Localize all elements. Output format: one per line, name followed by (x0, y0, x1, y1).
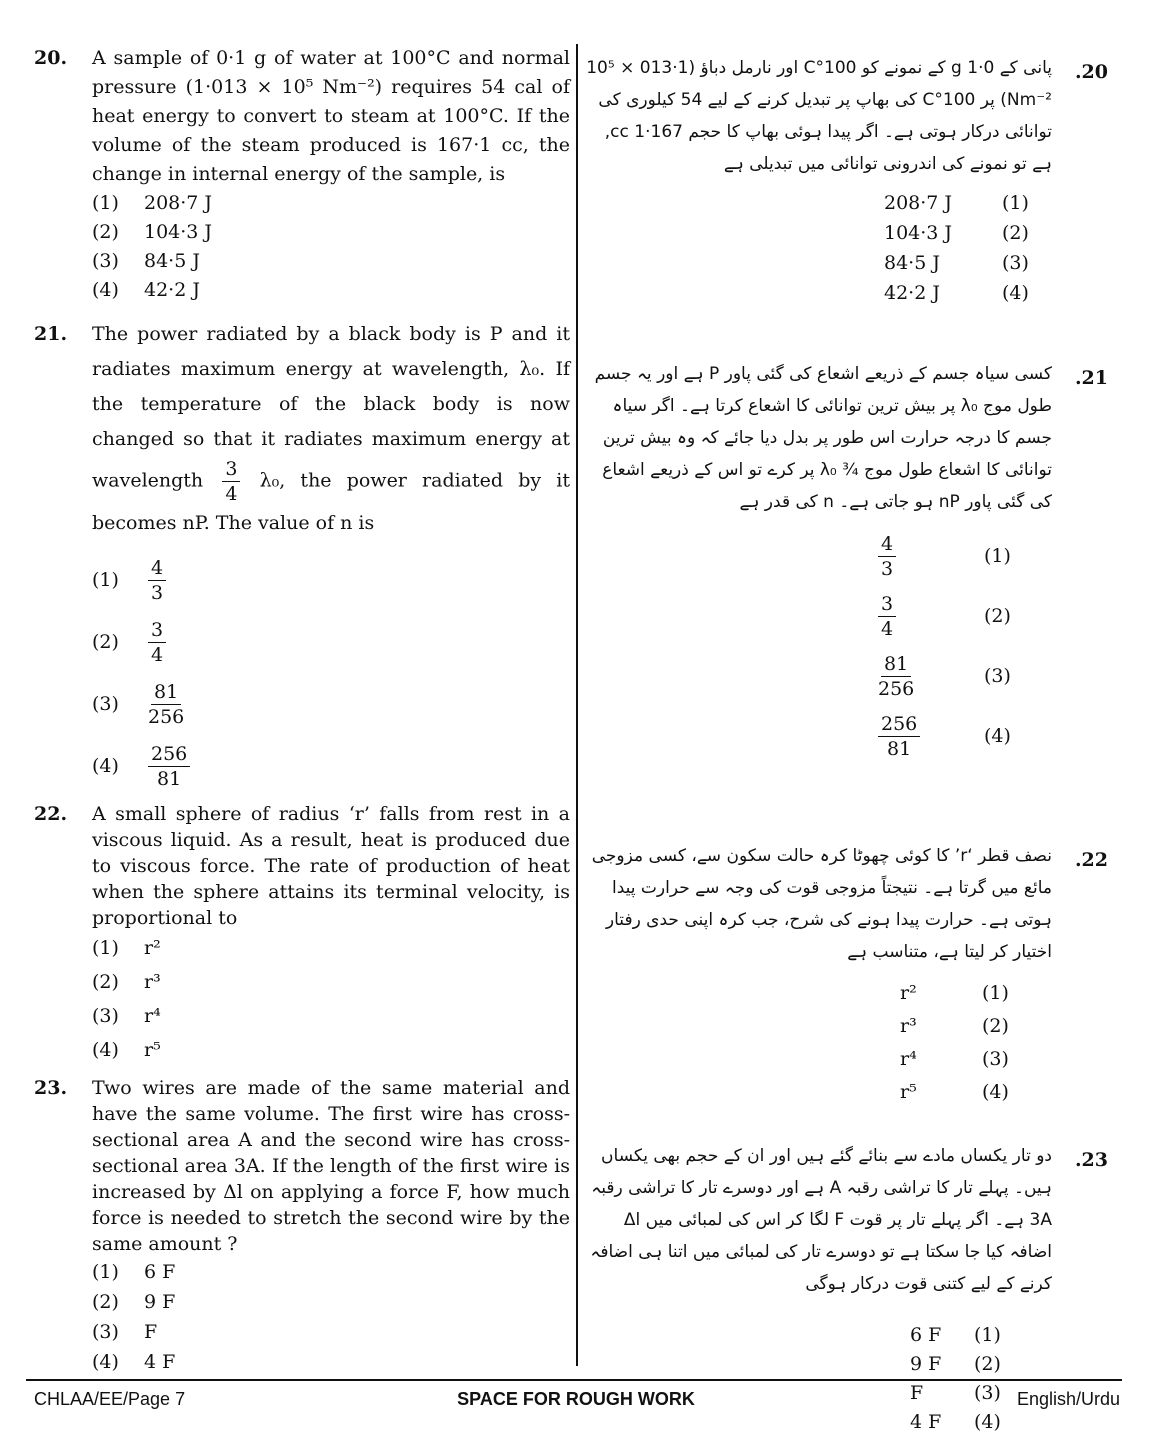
fraction: $\frac{3}{4}$ (222, 457, 240, 506)
option: (3) F (92, 1321, 158, 1343)
option: (3) r⁴ (92, 1005, 161, 1027)
urdu-column (584, 52, 1108, 1436)
question-number: 22. (34, 803, 68, 825)
page-code: CHLAA/EE/Page 7 (34, 1389, 186, 1409)
option: 6 F (1) (910, 1323, 1001, 1346)
option: (2) r³ (92, 971, 161, 993)
question-text: کسی سیاہ جسم کے ذریعے اشعاع کی گئی پاور P ہے اور یہ جسم طول موج λ₀ پر بیش ترین توانائی کا اشعاع کرتا ہے۔ اگر سیاہ جسم کا درجہ حرارت اس طور پر بدل دیا جائے کہ وہ بیش ترین توانائی کا اشعاع طول موج ¾ λ₀ پر کرے تو اس کے ذریعے اشعاع کی گئی پاور nP ہو جاتی ہے۔ n کی قدر ہے (594, 364, 1052, 512)
option: (1) $\frac{4}{3}$ (92, 549, 570, 611)
option: (3) $\frac{81}{256}$ (92, 680, 185, 728)
english-column (34, 44, 570, 1377)
footer-rule (26, 1379, 1122, 1381)
question-text: A small sphere of radius ‘r’ falls from rest in a viscous liquid. As a result, heat is produced due to viscous force. The rate of production of heat when the sphere attains its terminal velocity, is proportional to (92, 803, 570, 929)
option: (4) 4 F (92, 1351, 176, 1373)
option: (4) $\frac{256}{81}$ (92, 735, 570, 797)
rough-work-label: SPACE FOR ROUGH WORK (457, 1389, 695, 1409)
option: (2) 9 F (92, 1291, 176, 1313)
question-number: 23. (34, 1077, 68, 1099)
option: 9 F (2) (910, 1352, 1001, 1375)
option: $\frac{81}{256}$ (3) (878, 652, 1011, 700)
option: (3) 84·5 J (92, 250, 200, 272)
urdu-question-20 (584, 52, 1108, 324)
question-text: The power radiated by a black body is P and it radiates maximum energy at wavelength, λ₀. If the temperature of the black body is now changed so that it radiates maximum energy at wavelength $\frac{3}{4}$ λ₀, the power radiated by it becomes nP. The value of n is (92, 323, 570, 534)
option: (2) 104·3 J (92, 221, 213, 243)
question-20 (34, 44, 570, 305)
question-text: A sample of 0·1 g of water at 100°C and normal pressure (1·013 × 10⁵ Nm⁻²) requires 54 cal of heat energy to convert to steam at 100°C. If the volume of the steam produced is 167·1 cc, the change in internal energy of the sample, is (92, 47, 570, 185)
option: r⁵ (4) (900, 1080, 1009, 1103)
option: r³ (2) (900, 1014, 1009, 1037)
question-text: دو تار یکساں مادے سے بنائے گئے ہیں اور ان کے حجم بھی یکساں ہیں۔ پہلے تار کا تراشی رقبہ A ہے اور دوسرے تار کا تراشی رقبہ 3A ہے۔ اگر پہلے تار پر قوت F لگا کر اس کی لمبائی میں Δl اضافہ کیا جا سکتا ہے تو دوسرے تار کی لمبائی میں اتنا ہی اضافہ کرنے کے لیے کتنی قوت درکار ہوگی (590, 1146, 1052, 1294)
option: $\frac{256}{81}$ (4) (874, 706, 1108, 766)
option: 104·3 J (2) (884, 222, 1029, 244)
option: (4) 42·2 J (92, 279, 200, 301)
question-number: .22 (1074, 849, 1108, 871)
option: 84·5 J (3) (884, 252, 1029, 274)
question-21 (34, 317, 570, 797)
option: r² (1) (900, 981, 1009, 1004)
option: $\frac{4}{3}$ (1) (874, 526, 1108, 586)
language-label: English/Urdu (1016, 1389, 1120, 1409)
option: (1) 6 F (92, 1261, 176, 1283)
question-text: Two wires are made of the same material and have the same volume. The first wire has cross-sectional area A and the second wire has cross-sectional area 3A. If the length of the first wire is increased by Δl on applying a force F, how much force is needed to stretch the second wire by the same amount ? (92, 1077, 570, 1255)
option: r⁴ (3) (900, 1047, 1009, 1070)
option: (1) r² (92, 937, 161, 959)
question-number: .20 (1074, 61, 1108, 83)
question-23 (34, 1075, 570, 1377)
question-number: .23 (1074, 1149, 1108, 1171)
column-divider (576, 44, 578, 1366)
question-text: نصف قطر ‘r’ کا کوئی چھوٹا کرہ حالت سکون سے، کسی مزوجی مائع میں گرتا ہے۔ نتیجتاً مزوجی قوت کی وجہ سے حرارت پیدا ہوتی ہے۔ حرارت پیدا ہونے کی شرح، جب کرہ اپنی حدی رفتار اختیار کر لیتا ہے، متناسب ہے (591, 846, 1052, 962)
urdu-question-22 (584, 840, 1108, 1122)
option: 4 F (4) (910, 1410, 1001, 1433)
question-number: 20. (34, 47, 68, 69)
question-number: .21 (1074, 367, 1108, 389)
question-22 (34, 801, 570, 1067)
option: (4) r⁵ (92, 1039, 161, 1061)
option: (1) 208·7 J (92, 192, 213, 214)
question-text: پانی کے 0·1 g کے نمونے کو 100°C اور نارمل دباؤ (1·013 × 10⁵ Nm⁻²) پر 100°C کی بھاپ پر تبدیل کرنے کے لیے 54 کیلوری کی توانائی درکار ہوتی ہے۔ اگر پیدا ہوئی بھاپ کا حجم 167·1 cc, ہے تو نمونے کی اندرونی توانائی میں تبدیلی ہے (586, 58, 1052, 174)
option: $\frac{3}{4}$ (2) (874, 586, 1108, 646)
option: 42·2 J (4) (884, 282, 1029, 304)
urdu-question-21 (584, 358, 1108, 806)
option: 208·7 J (1) (884, 192, 1029, 214)
option: (2) $\frac{3}{4}$ (92, 611, 570, 673)
question-number: 21. (34, 323, 68, 345)
option: F (3) (910, 1381, 1001, 1404)
